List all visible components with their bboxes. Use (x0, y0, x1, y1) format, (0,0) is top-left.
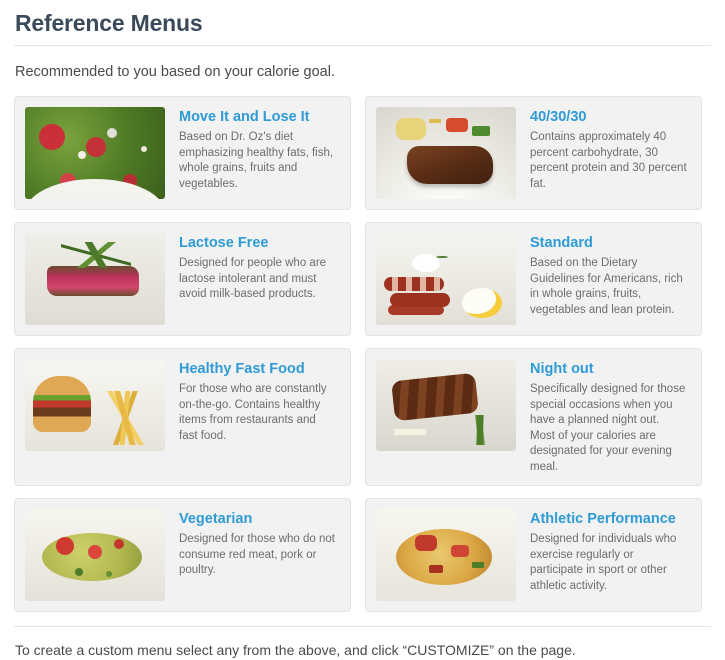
menu-card-body (516, 509, 691, 601)
food-illustration (25, 233, 165, 325)
burger-and-fries-photo[interactable] (25, 359, 165, 451)
menu-card-body (165, 509, 340, 601)
menu-card[interactable] (14, 498, 351, 612)
title-divider (14, 45, 711, 46)
menu-card[interactable] (365, 96, 702, 210)
menu-title-link[interactable]: 40/30/30 (530, 109, 587, 125)
ribs-dinner-photo[interactable] (376, 359, 516, 451)
menu-description: Based on Dr. Oz's diet emphasizing healthy fats, fish, whole grains, fruits and vegetables. (179, 131, 334, 190)
pasta-bowl-photo[interactable] (376, 509, 516, 601)
menu-card-body (165, 359, 340, 475)
menu-title-link[interactable]: Lactose Free (179, 235, 269, 251)
menu-title-link[interactable]: Move It and Lose It (179, 109, 310, 125)
menu-card-body (516, 107, 691, 199)
menu-title-link[interactable]: Standard (530, 235, 593, 251)
menu-card[interactable] (14, 96, 351, 210)
food-illustration (376, 233, 516, 325)
food-illustration (376, 509, 516, 601)
page-title: Reference Menus (15, 10, 203, 36)
menu-card[interactable] (365, 222, 702, 336)
menu-card-body (165, 233, 340, 325)
menu-card[interactable] (365, 498, 702, 612)
menu-description: Specifically designed for those special occasions when you have a planned night out. Most of your calories are designated for your evening meal. (530, 383, 686, 473)
footer-divider (14, 626, 711, 627)
menu-description: Designed for people who are lactose intolerant and must avoid milk-based products. (179, 257, 327, 300)
menu-card[interactable] (14, 348, 351, 486)
menu-card[interactable] (365, 348, 702, 486)
menu-card-body (516, 359, 691, 475)
food-illustration (25, 509, 165, 601)
menu-card[interactable] (14, 222, 351, 336)
vegetarian-plate-photo[interactable] (25, 509, 165, 601)
menu-description: Contains approximately 40 percent carbohydrate, 30 percent protein and 30 percent fat. (530, 131, 687, 190)
food-illustration (376, 359, 516, 451)
menu-description: Designed for individuals who exercise regularly or participate in sport or other athletic activity. (530, 533, 677, 592)
food-illustration (25, 107, 165, 199)
food-illustration (25, 359, 165, 451)
menu-card-body (165, 107, 340, 199)
menu-title-link[interactable]: Night out (530, 361, 594, 377)
menu-title-link[interactable]: Vegetarian (179, 511, 253, 527)
menu-title-link[interactable]: Healthy Fast Food (179, 361, 305, 377)
menu-description: Designed for those who do not consume red meat, pork or poultry. (179, 533, 335, 576)
bacon-and-eggs-photo[interactable] (376, 233, 516, 325)
menu-description: Based on the Dietary Guidelines for Americans, rich in whole grains, fruits, vegetables and lean protein. (530, 257, 683, 316)
menu-description: For those who are constantly on-the-go. Contains healthy items from restaurants and fast food. (179, 383, 327, 442)
reference-menus-page (0, 8, 725, 658)
menu-card-body (516, 233, 691, 325)
recommendation-subtitle: Recommended to you based on your calorie goal. (15, 64, 335, 80)
menu-title-link[interactable]: Athletic Performance (530, 511, 676, 527)
greek-salad-photo[interactable] (25, 107, 165, 199)
seared-tuna-photo[interactable] (25, 233, 165, 325)
customize-instruction: To create a custom menu select any from the above, and click “CUSTOMIZE” on the page. (15, 642, 576, 658)
steak-plate-photo[interactable] (376, 107, 516, 199)
menu-card-grid (14, 96, 711, 612)
food-illustration (376, 107, 516, 199)
